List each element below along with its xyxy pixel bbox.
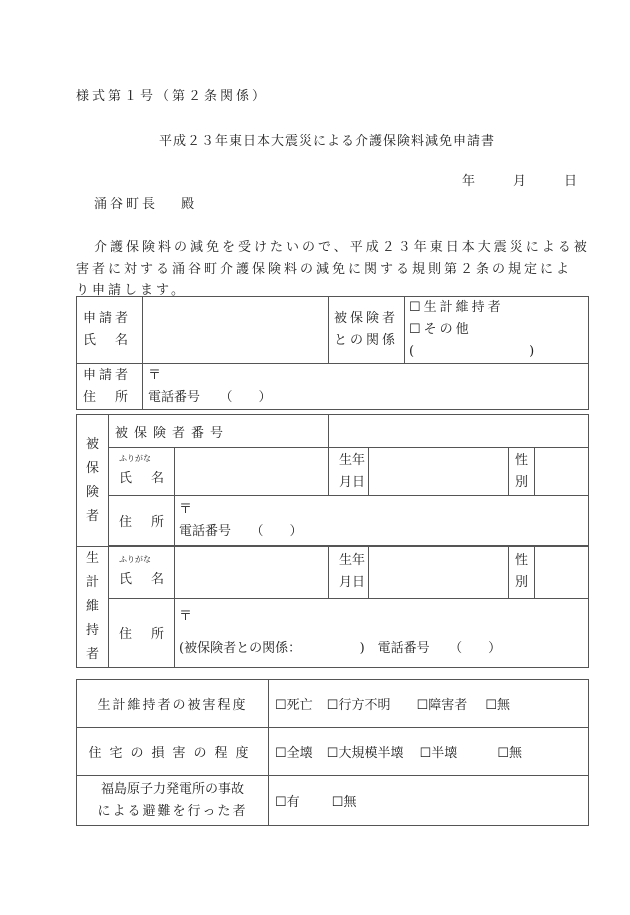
insured-section-label: 被 保 険 者 [77, 415, 109, 547]
insured-name-label: ふりがな 氏 名 [109, 448, 175, 496]
body-text-line-1: 介護保険料の減免を受けたいので、平成２３年東日本大震災による被 [94, 240, 590, 255]
postal-mark: 〒 [179, 501, 193, 517]
relation-options [405, 297, 589, 364]
relation-label: 被保険者 との関係 [329, 297, 405, 364]
checkbox-half-collapse[interactable]: ☐半壊 [419, 746, 458, 761]
checkbox-missing[interactable]: ☐行方不明 [326, 698, 391, 713]
insured-address-label: 住 所 [109, 496, 175, 546]
checkbox-disabled[interactable]: ☐障害者 [416, 698, 468, 713]
relation-checkbox-other[interactable]: ☐その他( ) [409, 322, 538, 359]
house-damage-label: 住宅の損害の程度 [77, 728, 269, 776]
insured-sex-label: 性 別 [509, 448, 535, 496]
checkbox-yes[interactable]: ☐有 [275, 795, 300, 810]
applicant-name-label: 申請者 氏 名 [77, 297, 143, 364]
date-month: 月 [513, 174, 527, 189]
insured-birth-label: 生年 月日 [329, 448, 369, 496]
applicant-name-field[interactable] [143, 297, 329, 364]
evacuation-options [269, 776, 589, 826]
insured-number-field[interactable] [329, 415, 589, 448]
supporter-birth-label: 生年 月日 [329, 547, 369, 599]
applicant-table [76, 296, 589, 410]
insured-number-label: 被保険者番号 [109, 415, 329, 448]
date-day: 日 [564, 174, 578, 189]
checkbox-none[interactable]: ☐無 [485, 698, 511, 713]
supporter-sex-label: 性 別 [509, 547, 535, 599]
applicant-address-field[interactable] [143, 364, 589, 410]
supporter-sex-field[interactable] [535, 547, 589, 599]
victim-damage-options [269, 680, 589, 728]
addressee: 涌谷町長 殿 [94, 197, 198, 212]
applicant-phone-label: 電話番号 （ ） [148, 389, 272, 405]
evacuation-label: 福島原子力発電所の事故 による避難を行った者 [77, 776, 269, 826]
checkbox-large-half-collapse[interactable]: ☐大規模半壊 [326, 746, 404, 761]
date-year: 年 [462, 174, 476, 189]
supporter-birth-field[interactable] [369, 547, 509, 599]
insured-table [76, 414, 589, 668]
supporter-relation-phone: (被保険者との関係： ) 電話番号 （ ） [179, 640, 502, 656]
form-number: 様式第１号（第２条関係） [76, 89, 269, 104]
insured-birth-field[interactable] [369, 448, 509, 496]
relation-checkbox-supporter[interactable]: ☐生計維持者 [409, 300, 504, 315]
supporter-address-field[interactable] [175, 598, 589, 667]
postal-mark: 〒 [148, 367, 162, 383]
postal-mark: 〒 [179, 608, 193, 624]
checkbox-none[interactable]: ☐無 [497, 746, 523, 761]
body-text-line-2: 害者に対する涌谷町介護保険料の減免に関する規則第２条の規定によ [76, 262, 573, 277]
damage-table [76, 679, 589, 826]
supporter-name-field[interactable] [175, 547, 329, 599]
victim-damage-label: 生計維持者の被害程度 [77, 680, 269, 728]
body-text-line-3: り申請します。 [76, 283, 187, 298]
house-damage-options [269, 728, 589, 776]
supporter-address-label: 住 所 [109, 598, 175, 667]
insured-sex-field[interactable] [535, 448, 589, 496]
insured-phone-label: 電話番号 （ ） [179, 523, 303, 539]
checkbox-no[interactable]: ☐無 [331, 795, 357, 810]
insured-address-field[interactable] [175, 496, 589, 546]
checkbox-total-collapse[interactable]: ☐全壊 [275, 746, 313, 761]
page-title: 平成２３年東日本大震災による介護保険料減免申請書 [159, 134, 496, 149]
supporter-section-label: 生 計 維 持 者 [77, 547, 109, 668]
insured-name-field[interactable] [175, 448, 329, 496]
applicant-address-label: 申請者 住 所 [77, 364, 143, 410]
supporter-name-label: ふりがな 氏 名 [109, 547, 175, 599]
checkbox-death[interactable]: ☐死亡 [275, 698, 313, 713]
